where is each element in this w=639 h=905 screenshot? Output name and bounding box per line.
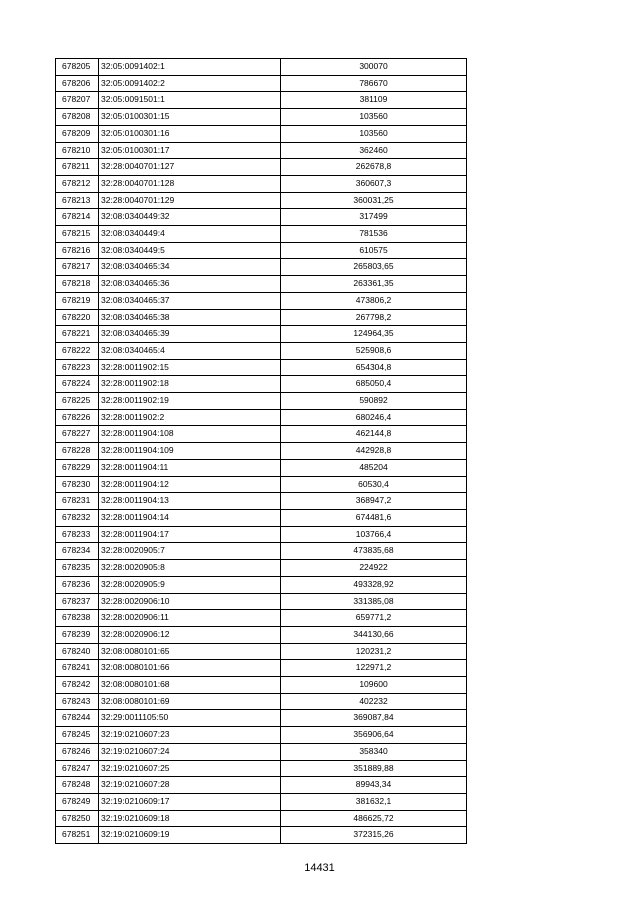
table-row <box>56 125 467 142</box>
table-row <box>56 409 467 426</box>
cadastral-number-cell: 32:28:0011904:13 <box>99 493 281 510</box>
table-row <box>56 743 467 760</box>
table-row <box>56 426 467 443</box>
row-id-cell: 678243 <box>56 693 99 710</box>
cadastral-number-cell: 32:08:0340465:38 <box>99 309 281 326</box>
cadastral-number-cell: 32:19:0210607:23 <box>99 727 281 744</box>
row-id-cell: 678237 <box>56 593 99 610</box>
row-id-cell: 678207 <box>56 92 99 109</box>
cadastral-number-cell: 32:28:0020906:10 <box>99 593 281 610</box>
value-cell: 493328,92 <box>281 576 467 593</box>
cadastral-number-cell: 32:28:0040701:128 <box>99 175 281 192</box>
cadastral-number-cell: 32:08:0340465:37 <box>99 292 281 309</box>
table-row <box>56 727 467 744</box>
row-id-cell: 678231 <box>56 493 99 510</box>
row-id-cell: 678213 <box>56 192 99 209</box>
table-row <box>56 777 467 794</box>
value-cell: 781536 <box>281 226 467 243</box>
table-row <box>56 476 467 493</box>
cadastral-number-cell: 32:08:0080101:68 <box>99 677 281 694</box>
row-id-cell: 678209 <box>56 125 99 142</box>
row-id-cell: 678217 <box>56 259 99 276</box>
value-cell: 362460 <box>281 142 467 159</box>
cadastral-value-table <box>55 58 467 844</box>
row-id-cell: 678206 <box>56 75 99 92</box>
row-id-cell: 678219 <box>56 292 99 309</box>
cadastral-number-cell: 32:08:0340449:32 <box>99 209 281 226</box>
table-row <box>56 276 467 293</box>
row-id-cell: 678221 <box>56 326 99 343</box>
cadastral-number-cell: 32:19:0210607:28 <box>99 777 281 794</box>
row-id-cell: 678212 <box>56 175 99 192</box>
value-cell: 360607,3 <box>281 175 467 192</box>
row-id-cell: 678232 <box>56 509 99 526</box>
cadastral-number-cell: 32:28:0020906:11 <box>99 610 281 627</box>
table-row <box>56 693 467 710</box>
row-id-cell: 678246 <box>56 743 99 760</box>
table-row <box>56 509 467 526</box>
cadastral-number-cell: 32:05:0100301:15 <box>99 109 281 126</box>
cadastral-number-cell: 32:28:0011902:15 <box>99 359 281 376</box>
cadastral-number-cell: 32:28:0040701:127 <box>99 159 281 176</box>
row-id-cell: 678248 <box>56 777 99 794</box>
table-row <box>56 259 467 276</box>
value-cell: 317499 <box>281 209 467 226</box>
cadastral-number-cell: 32:08:0340465:36 <box>99 276 281 293</box>
row-id-cell: 678210 <box>56 142 99 159</box>
cadastral-number-cell: 32:08:0080101:65 <box>99 643 281 660</box>
value-cell: 103560 <box>281 109 467 126</box>
cadastral-number-cell: 32:19:0210609:19 <box>99 827 281 844</box>
table-row <box>56 376 467 393</box>
value-cell: 122971,2 <box>281 660 467 677</box>
cadastral-number-cell: 32:28:0020905:7 <box>99 543 281 560</box>
table-row <box>56 543 467 560</box>
table-row <box>56 810 467 827</box>
row-id-cell: 678220 <box>56 309 99 326</box>
value-cell: 442928,8 <box>281 443 467 460</box>
table-row <box>56 793 467 810</box>
cadastral-number-cell: 32:08:0080101:66 <box>99 660 281 677</box>
value-cell: 525908,6 <box>281 342 467 359</box>
row-id-cell: 678208 <box>56 109 99 126</box>
value-cell: 265803,65 <box>281 259 467 276</box>
table-row <box>56 576 467 593</box>
table-row <box>56 393 467 410</box>
table-row <box>56 443 467 460</box>
value-cell: 356906,64 <box>281 727 467 744</box>
value-cell: 300070 <box>281 59 467 76</box>
value-cell: 610575 <box>281 242 467 259</box>
table-row <box>56 242 467 259</box>
table-row <box>56 526 467 543</box>
row-id-cell: 678249 <box>56 793 99 810</box>
value-cell: 103766,4 <box>281 526 467 543</box>
row-id-cell: 678235 <box>56 560 99 577</box>
cadastral-number-cell: 32:28:0011904:17 <box>99 526 281 543</box>
table-row <box>56 326 467 343</box>
value-cell: 263361,35 <box>281 276 467 293</box>
value-cell: 381632,1 <box>281 793 467 810</box>
cadastral-number-cell: 32:19:0210607:25 <box>99 760 281 777</box>
cadastral-number-cell: 32:05:0100301:16 <box>99 125 281 142</box>
value-cell: 103560 <box>281 125 467 142</box>
cadastral-number-cell: 32:19:0210609:17 <box>99 793 281 810</box>
row-id-cell: 678251 <box>56 827 99 844</box>
row-id-cell: 678227 <box>56 426 99 443</box>
row-id-cell: 678247 <box>56 760 99 777</box>
row-id-cell: 678222 <box>56 342 99 359</box>
table-row <box>56 493 467 510</box>
cadastral-number-cell: 32:08:0080101:69 <box>99 693 281 710</box>
value-cell: 369087,84 <box>281 710 467 727</box>
value-cell: 331385,08 <box>281 593 467 610</box>
row-id-cell: 678225 <box>56 393 99 410</box>
value-cell: 368947,2 <box>281 493 467 510</box>
row-id-cell: 678205 <box>56 59 99 76</box>
table-row <box>56 710 467 727</box>
value-cell: 462144,8 <box>281 426 467 443</box>
value-cell: 654304,8 <box>281 359 467 376</box>
value-cell: 120231,2 <box>281 643 467 660</box>
row-id-cell: 678214 <box>56 209 99 226</box>
row-id-cell: 678223 <box>56 359 99 376</box>
table-row <box>56 359 467 376</box>
value-cell: 89943,34 <box>281 777 467 794</box>
value-cell: 360031,25 <box>281 192 467 209</box>
value-cell: 372315,26 <box>281 827 467 844</box>
table-row <box>56 59 467 76</box>
value-cell: 659771,2 <box>281 610 467 627</box>
value-cell: 344130,66 <box>281 626 467 643</box>
cadastral-number-cell: 32:28:0011902:18 <box>99 376 281 393</box>
cadastral-number-cell: 32:08:0340449:5 <box>99 242 281 259</box>
table-row <box>56 226 467 243</box>
value-cell: 60530,4 <box>281 476 467 493</box>
cadastral-number-cell: 32:28:0011902:19 <box>99 393 281 410</box>
value-cell: 267798,2 <box>281 309 467 326</box>
row-id-cell: 678238 <box>56 610 99 627</box>
value-cell: 486625,72 <box>281 810 467 827</box>
row-id-cell: 678230 <box>56 476 99 493</box>
row-id-cell: 678245 <box>56 727 99 744</box>
value-cell: 224922 <box>281 560 467 577</box>
value-cell: 358340 <box>281 743 467 760</box>
row-id-cell: 678236 <box>56 576 99 593</box>
cadastral-number-cell: 32:29:0011105:50 <box>99 710 281 727</box>
value-cell: 685050,4 <box>281 376 467 393</box>
table-row <box>56 92 467 109</box>
value-cell: 402232 <box>281 693 467 710</box>
table-row <box>56 209 467 226</box>
value-cell: 473806,2 <box>281 292 467 309</box>
row-id-cell: 678211 <box>56 159 99 176</box>
table-row <box>56 827 467 844</box>
cadastral-number-cell: 32:28:0020905:9 <box>99 576 281 593</box>
table-row <box>56 175 467 192</box>
table-row <box>56 560 467 577</box>
cadastral-number-cell: 32:08:0340465:39 <box>99 326 281 343</box>
row-id-cell: 678229 <box>56 459 99 476</box>
cadastral-number-cell: 32:28:0020906:12 <box>99 626 281 643</box>
table-row <box>56 760 467 777</box>
value-cell: 473835,68 <box>281 543 467 560</box>
value-cell: 786670 <box>281 75 467 92</box>
table-row <box>56 660 467 677</box>
value-cell: 485204 <box>281 459 467 476</box>
row-id-cell: 678244 <box>56 710 99 727</box>
cadastral-number-cell: 32:08:0340465:4 <box>99 342 281 359</box>
row-id-cell: 678228 <box>56 443 99 460</box>
cadastral-number-cell: 32:28:0011904:12 <box>99 476 281 493</box>
cadastral-number-cell: 32:28:0011902:2 <box>99 409 281 426</box>
row-id-cell: 678233 <box>56 526 99 543</box>
table-row <box>56 142 467 159</box>
row-id-cell: 678239 <box>56 626 99 643</box>
cadastral-number-cell: 32:28:0011904:109 <box>99 443 281 460</box>
value-cell: 109600 <box>281 677 467 694</box>
cadastral-number-cell: 32:28:0011904:108 <box>99 426 281 443</box>
row-id-cell: 678216 <box>56 242 99 259</box>
row-id-cell: 678250 <box>56 810 99 827</box>
row-id-cell: 678215 <box>56 226 99 243</box>
value-cell: 262678,8 <box>281 159 467 176</box>
table-row <box>56 610 467 627</box>
value-cell: 381109 <box>281 92 467 109</box>
cadastral-number-cell: 32:05:0091501:1 <box>99 92 281 109</box>
cadastral-number-cell: 32:19:0210609:18 <box>99 810 281 827</box>
table-row <box>56 459 467 476</box>
table-body <box>56 59 467 844</box>
table-row <box>56 593 467 610</box>
table-row <box>56 75 467 92</box>
table-row <box>56 643 467 660</box>
table-row <box>56 309 467 326</box>
value-cell: 351889,88 <box>281 760 467 777</box>
table-row <box>56 292 467 309</box>
table-row <box>56 109 467 126</box>
cadastral-number-cell: 32:28:0011904:14 <box>99 509 281 526</box>
cadastral-number-cell: 32:08:0340449:4 <box>99 226 281 243</box>
cadastral-number-cell: 32:28:0011904:11 <box>99 459 281 476</box>
row-id-cell: 678218 <box>56 276 99 293</box>
cadastral-number-cell: 32:19:0210607:24 <box>99 743 281 760</box>
cadastral-number-cell: 32:05:0091402:2 <box>99 75 281 92</box>
cadastral-number-cell: 32:28:0020905:8 <box>99 560 281 577</box>
cadastral-number-cell: 32:05:0100301:17 <box>99 142 281 159</box>
page-number: 14431 <box>304 862 335 874</box>
value-cell: 590892 <box>281 393 467 410</box>
cadastral-number-cell: 32:28:0040701:129 <box>99 192 281 209</box>
cadastral-number-cell: 32:05:0091402:1 <box>99 59 281 76</box>
table-row <box>56 342 467 359</box>
table-row <box>56 677 467 694</box>
row-id-cell: 678234 <box>56 543 99 560</box>
value-cell: 674481,6 <box>281 509 467 526</box>
row-id-cell: 678224 <box>56 376 99 393</box>
row-id-cell: 678240 <box>56 643 99 660</box>
value-cell: 124964,35 <box>281 326 467 343</box>
row-id-cell: 678242 <box>56 677 99 694</box>
table-row <box>56 626 467 643</box>
cadastral-number-cell: 32:08:0340465:34 <box>99 259 281 276</box>
table-row <box>56 159 467 176</box>
row-id-cell: 678241 <box>56 660 99 677</box>
value-cell: 680246,4 <box>281 409 467 426</box>
row-id-cell: 678226 <box>56 409 99 426</box>
table-row <box>56 192 467 209</box>
